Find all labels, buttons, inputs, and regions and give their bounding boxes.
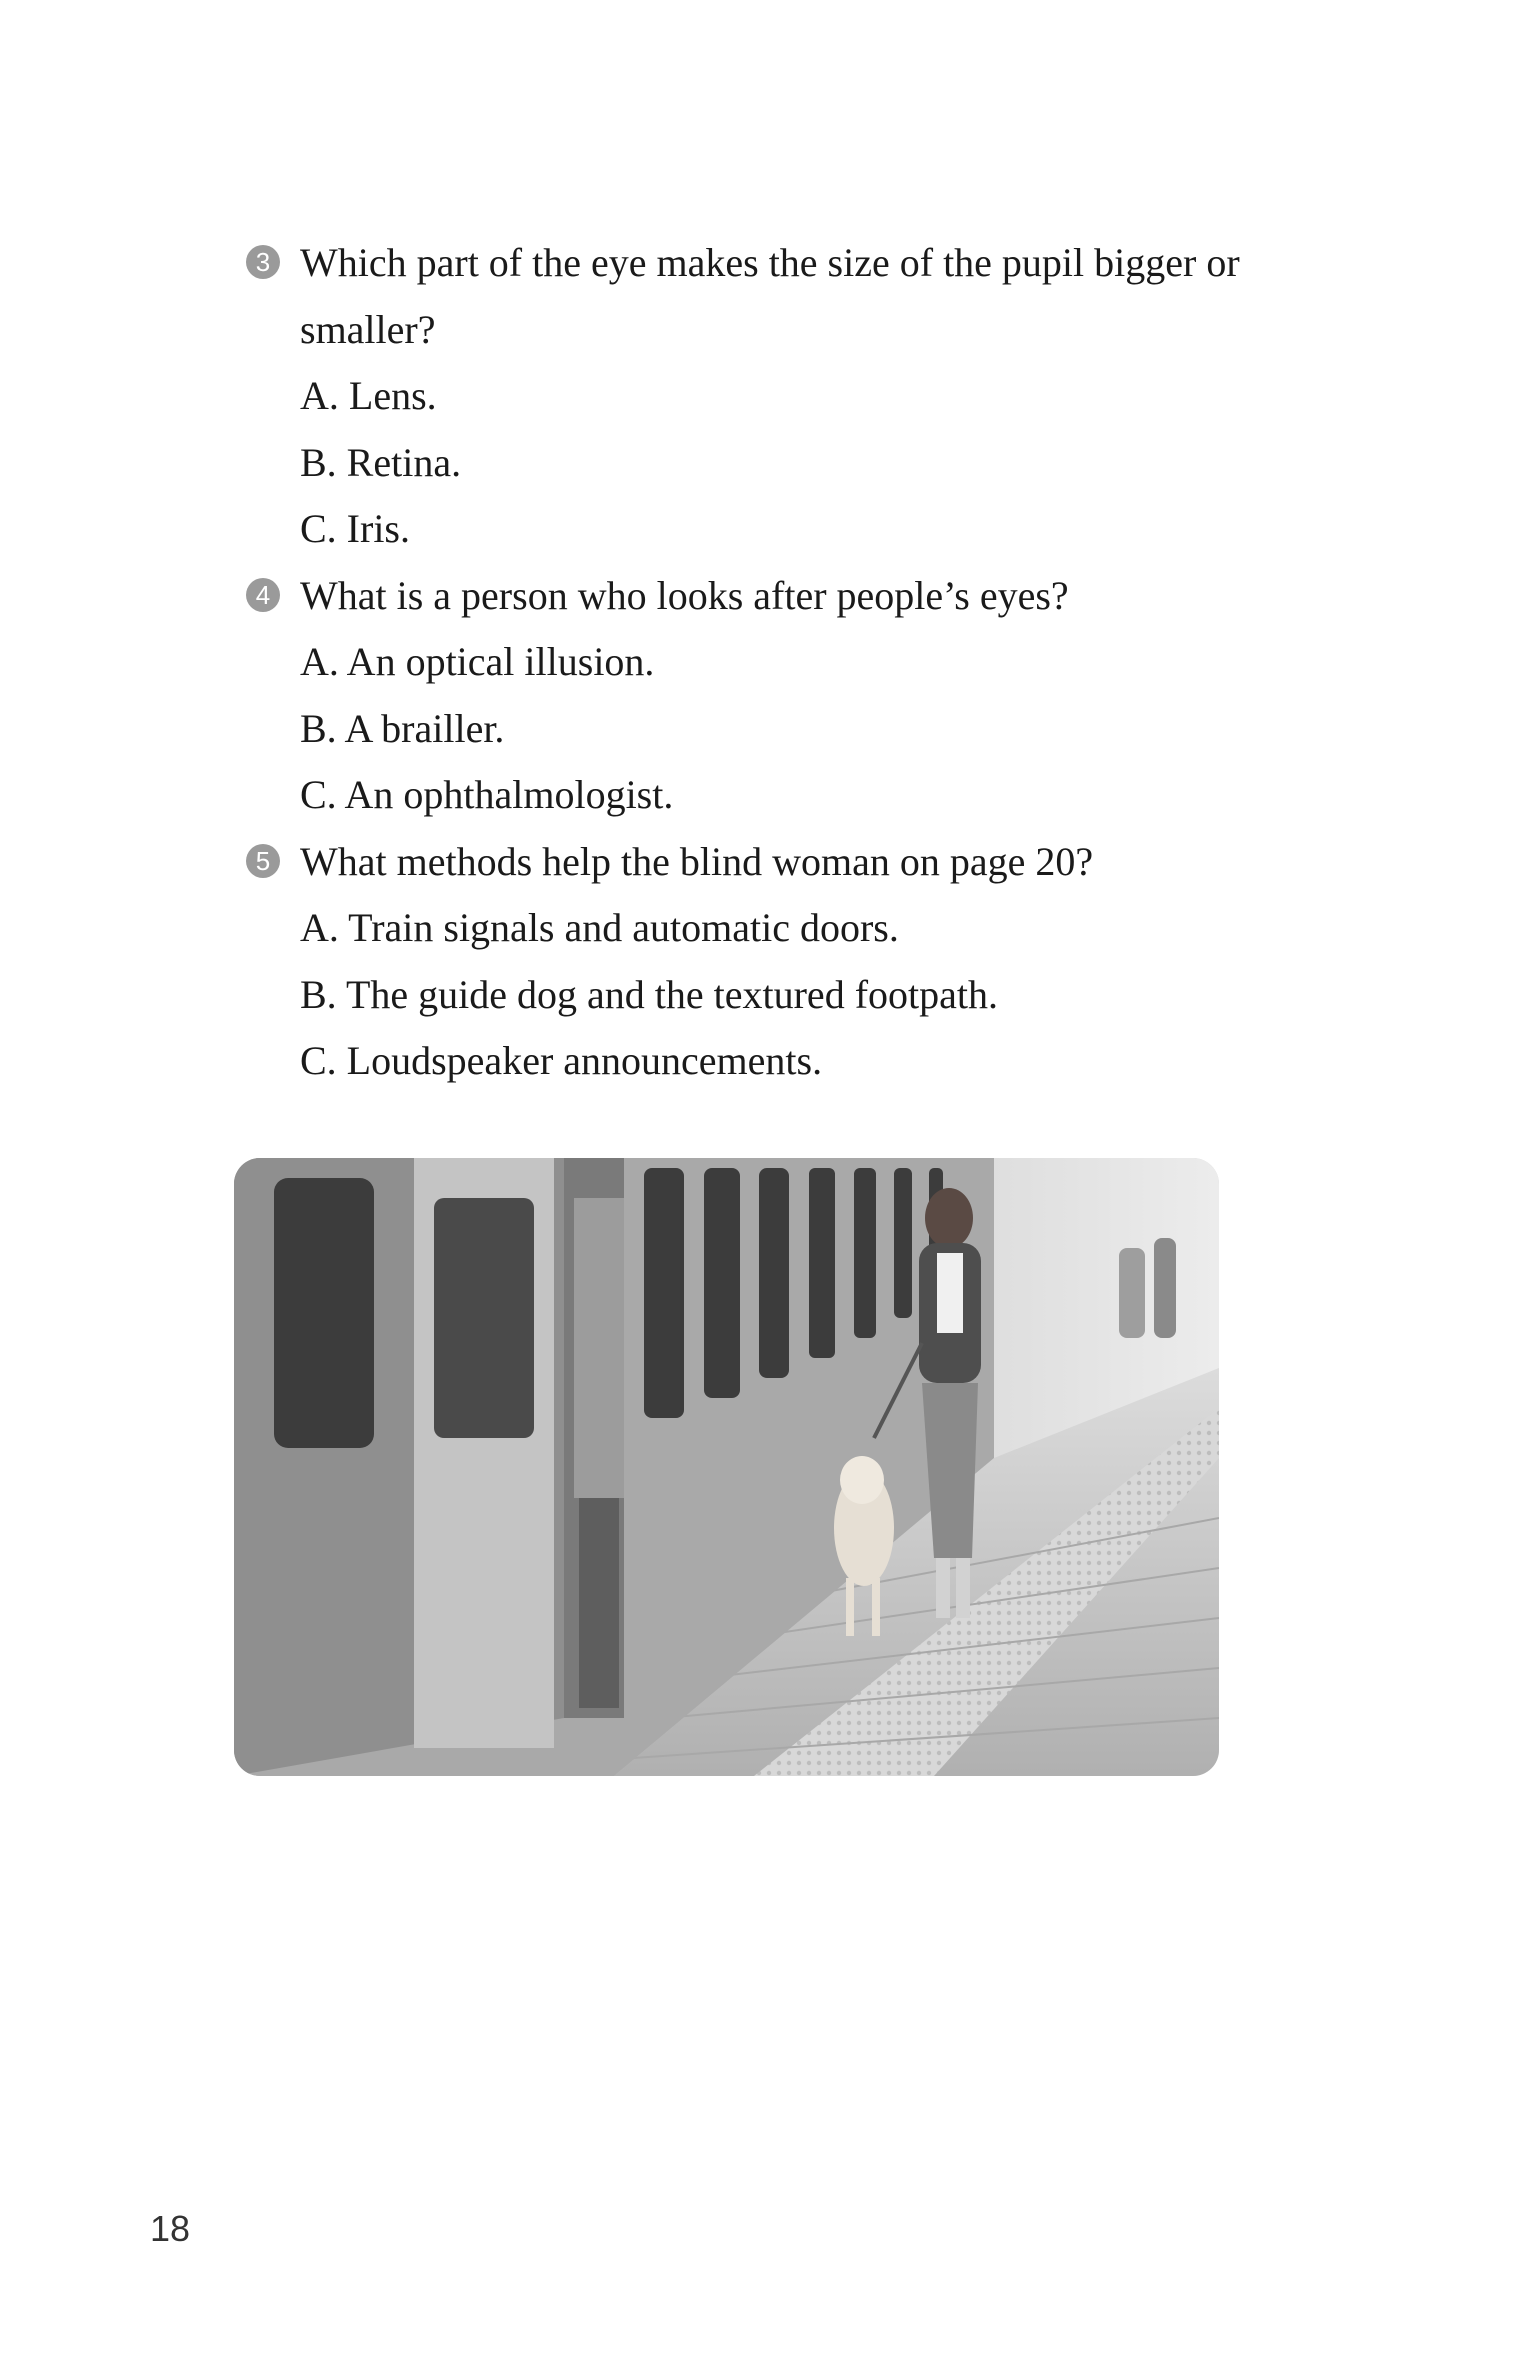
option-b: B. The guide dog and the textured footpath. — [300, 971, 998, 1017]
question-number-badge: 3 — [246, 245, 280, 279]
option-c: C. Loudspeaker announcements. — [300, 1038, 823, 1083]
question-text: What is a person who looks after people’s eyes? — [300, 572, 1069, 618]
question-text: Which part of the eye makes the size of the pupil bigger or — [300, 240, 1240, 285]
option-a: A. Lens. — [300, 373, 437, 418]
question-list — [246, 230, 1376, 1095]
question-5 — [246, 829, 1376, 896]
question-number-badge: 5 — [246, 844, 280, 878]
option-c: C. An ophthalmologist. — [300, 772, 674, 817]
question-text-continued: smaller? — [300, 306, 436, 352]
question-number-badge: 4 — [246, 578, 280, 612]
option-b: B. Retina. — [300, 439, 462, 485]
question-3 — [246, 230, 1376, 297]
option-c: C. Iris. — [300, 506, 410, 551]
option-b: B. A brailler. — [300, 705, 505, 751]
page-number: 18 — [150, 2208, 191, 2249]
train-platform-guide-dog-photo — [234, 1158, 1219, 1776]
option-a: A. Train signals and automatic doors. — [300, 905, 899, 950]
option-a: A. An optical illusion. — [300, 639, 655, 684]
question-4 — [246, 563, 1376, 630]
question-text: What methods help the blind woman on page 20? — [300, 838, 1094, 884]
